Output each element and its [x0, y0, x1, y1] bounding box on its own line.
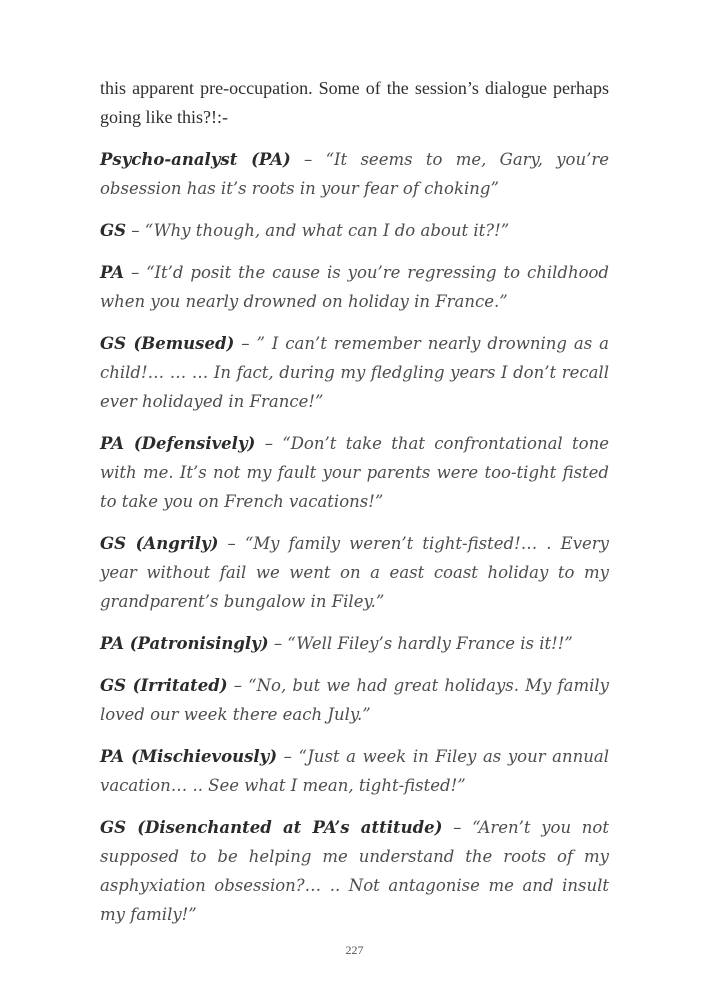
speaker-label: GS (Bemused) — [100, 334, 235, 353]
dialogue-paragraph — [100, 145, 609, 203]
page-content — [100, 74, 609, 929]
dialogue-paragraph — [100, 529, 609, 616]
speaker-label: PA (Defensively) — [100, 434, 256, 453]
dialogue-paragraph — [100, 629, 609, 658]
dialogue-paragraph — [100, 258, 609, 316]
speaker-label: Psycho-analyst (PA) — [100, 150, 291, 169]
speech-text: – “It’d posit the cause is you’re regressing to childhood when you nearly drowned on holiday in France.” — [100, 263, 609, 311]
dialogue-paragraph — [100, 742, 609, 800]
speaker-label: GS (Angrily) — [100, 534, 219, 553]
speech-text: – “It seems to me, Gary, you’re obsession has it’s roots in your fear of choking” — [100, 150, 609, 198]
dialogue-paragraph — [100, 216, 609, 245]
speaker-label: GS (Irritated) — [100, 676, 228, 695]
speech-text: – “Just a week in Filey as your annual vacation… .. See what I mean, tight-fisted!” — [100, 747, 610, 795]
speaker-label: PA — [100, 263, 125, 282]
dialogue-paragraph — [100, 329, 609, 416]
dialogue-paragraph — [100, 429, 609, 516]
speech-text: – “Well Filey’s hardly France is it!!” — [273, 634, 573, 653]
speech-text: – “Why though, and what can I do about it?!” — [131, 221, 510, 240]
speech-text: – “No, but we had great holidays. My family loved our week there each July.” — [100, 676, 609, 724]
intro-paragraph: this apparent pre-occupation. Some of the session’s dialogue perhaps going like this?!:- — [100, 78, 609, 127]
speech-text: – ” I can’t remember nearly drowning as a child!… … … In fact, during my fledgling years I don’t recall ever holidayed in France!” — [100, 334, 609, 411]
page-number: 227 — [345, 943, 364, 957]
dialogue-paragraph — [100, 813, 609, 929]
speech-text: – “My family weren’t tight-fisted!… . Every year without fail we went on a east coast holiday to my grandparent’s bungalow in Filey.” — [100, 534, 609, 611]
speech-text: – “Aren’t you not supposed to be helping me understand the roots of my asphyxiation obsession?… .. Not antagonise me and insult my family!” — [100, 818, 609, 924]
speech-text: – “Don’t take that confrontational tone with me. It’s not my fault your parents were too-tight fisted to take you on French vacations!” — [100, 434, 609, 511]
speaker-label: PA (Patronisingly) — [100, 634, 269, 653]
speaker-label: PA (Mischievously) — [100, 747, 278, 766]
dialogue-paragraph — [100, 671, 609, 729]
speaker-label: GS (Disenchanted at PA’s attitude) — [100, 818, 443, 837]
speaker-label: GS — [100, 221, 127, 240]
